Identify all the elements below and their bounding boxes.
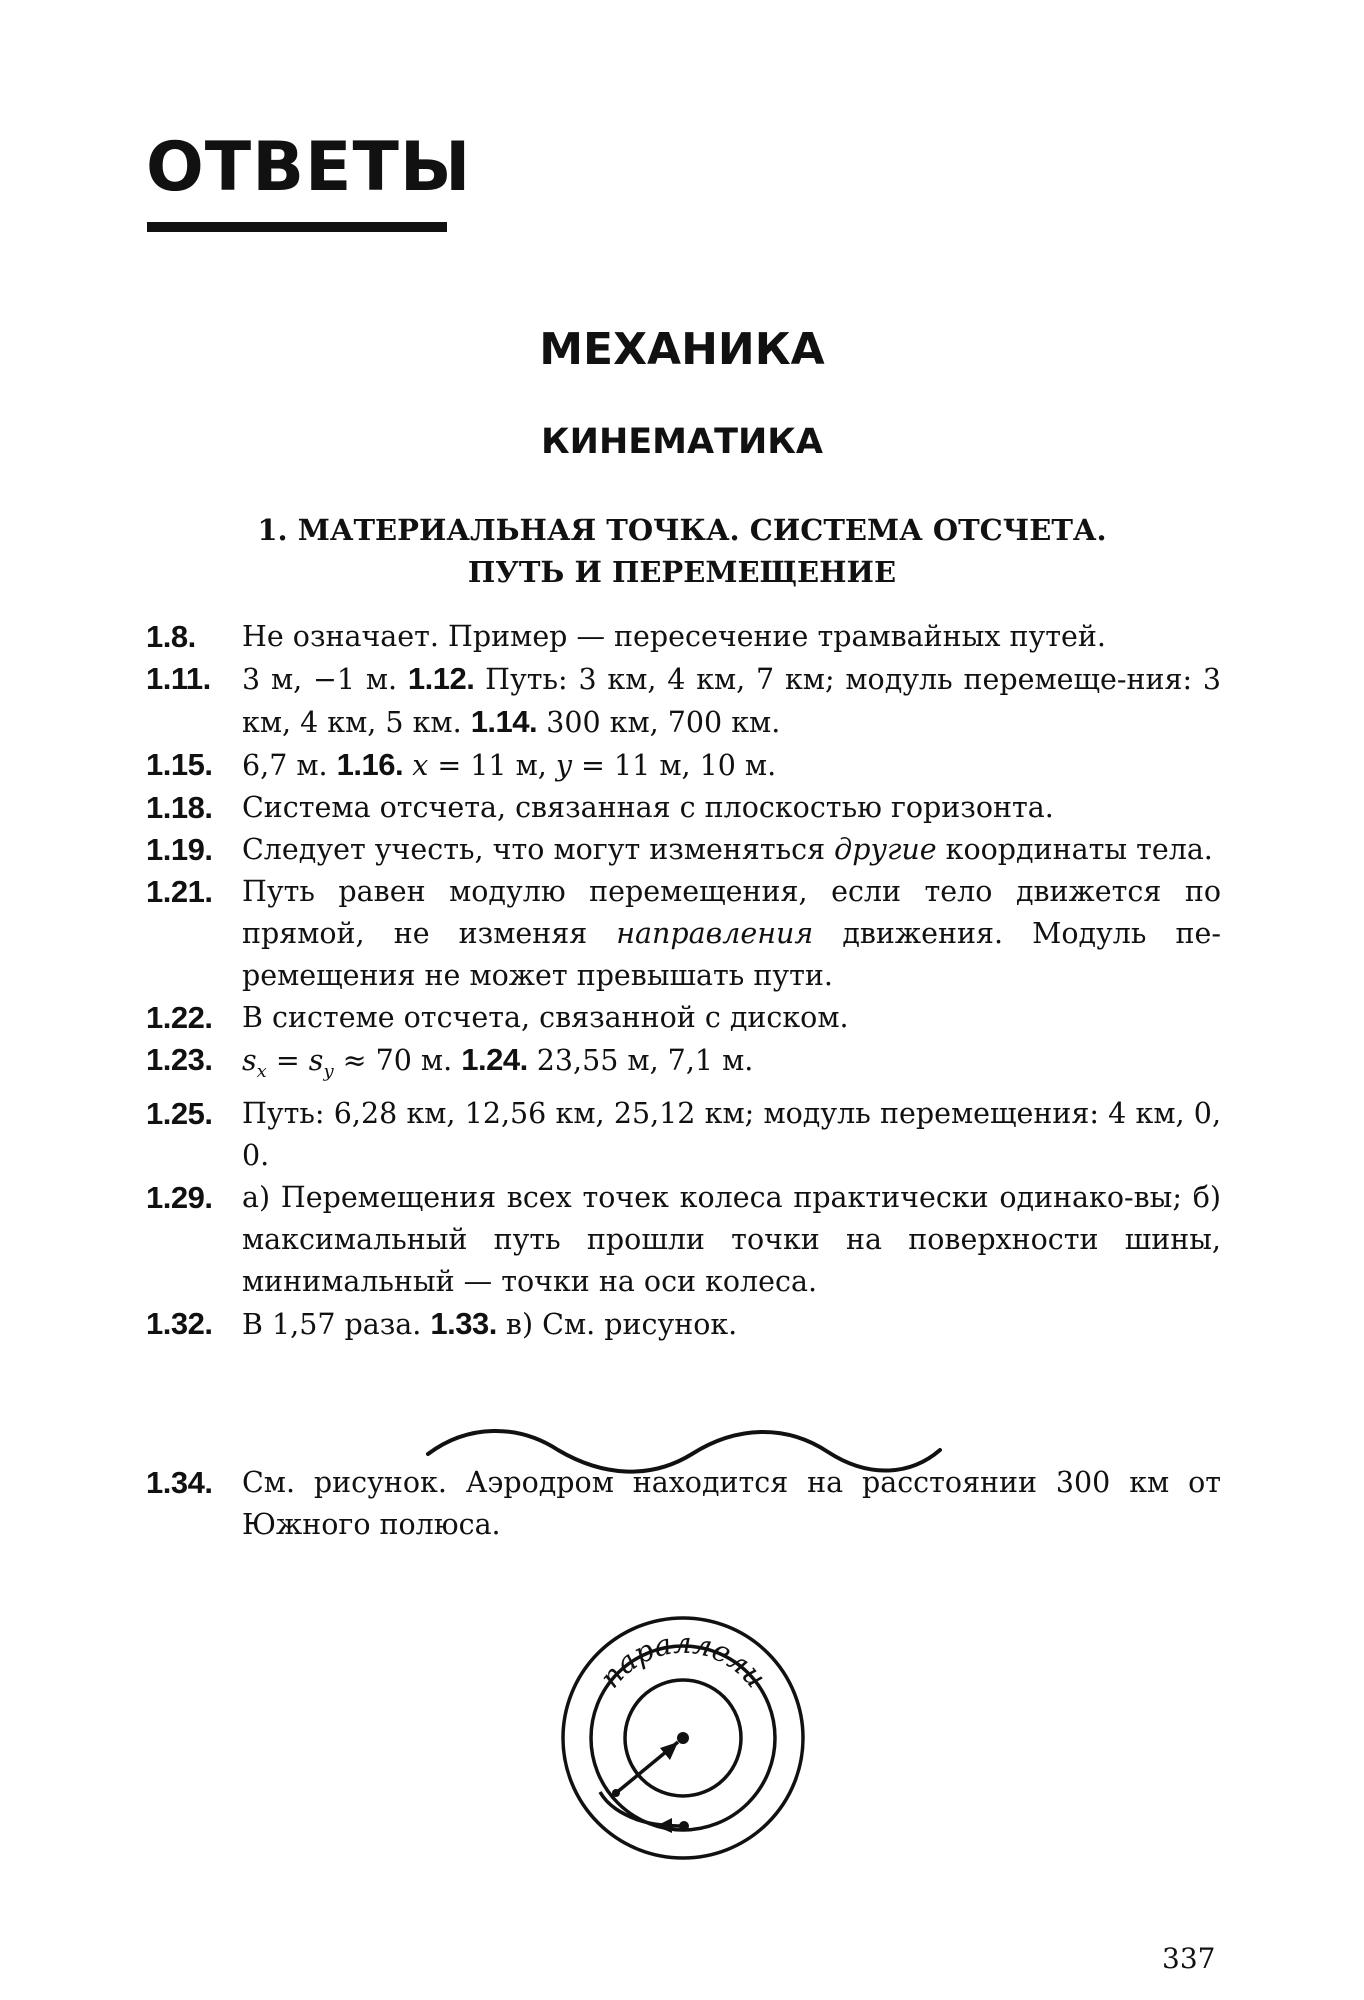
pole-point	[677, 1732, 689, 1744]
answer-text	[242, 1303, 1221, 1346]
math-subscript: x	[256, 1061, 267, 1082]
answer-1-19	[146, 829, 1221, 871]
inline-answer-number: 1.16.	[336, 747, 404, 782]
answer-text	[242, 829, 1221, 871]
math-variable: x	[412, 749, 429, 782]
answer-number: 1.29.	[146, 1180, 213, 1215]
answer-text-part: Следует учесть, что могут изменяться	[242, 833, 835, 866]
answers-list	[146, 616, 1221, 1546]
math-subscript: y	[323, 1061, 334, 1082]
answer-number: 1.34.	[146, 1465, 213, 1500]
math-variable: y	[555, 749, 572, 782]
answer-text: Путь: 6,28 км, 12,56 км, 25,12 км; модуль перемещения: 4 км, 0, 0.	[242, 1097, 1221, 1172]
answer-1-18	[146, 787, 1221, 829]
answer-text-part: 3 м, −1 м.	[242, 663, 408, 696]
answer-number: 1.8.	[146, 619, 196, 654]
answer-text-part: ≈ 70 м.	[333, 1044, 462, 1077]
answer-number: 1.21.	[146, 874, 213, 909]
answer-1-29	[146, 1177, 1221, 1303]
answer-number: 1.23.	[146, 1042, 213, 1077]
inline-answer-number: 1.24.	[461, 1042, 528, 1077]
answer-text: Система отсчета, связанная с плоскостью горизонта.	[242, 791, 1054, 824]
answer-1-8	[146, 616, 1221, 658]
answer-text-part: 300 км, 700 км.	[537, 706, 781, 739]
answer-1-25	[146, 1093, 1221, 1177]
inline-answer-number: 1.14.	[470, 704, 538, 739]
inline-answer-number: 1.12.	[407, 661, 475, 696]
answer-text	[242, 658, 1221, 744]
answer-1-22	[146, 997, 1221, 1039]
answer-1-15	[146, 744, 1221, 787]
chapter-title-line-1: 1. МАТЕРИАЛЬНАЯ ТОЧКА. СИСТЕМА ОТСЧЕТА.	[257, 513, 1107, 547]
answer-text-part: движения. Модуль пе-ремещения не может превышать пути.	[242, 917, 1222, 992]
displacement-arrowhead	[660, 1742, 678, 1760]
parallels-figure	[560, 1614, 810, 1864]
answer-1-21	[146, 871, 1221, 997]
answer-text-part: Путь равен модулю перемещения, если тело движется по прямой, не изменяя	[242, 875, 1221, 950]
answer-text-part: в) См. рисунок.	[496, 1308, 738, 1341]
answer-text: Не означает. Пример — пересечение трамвайных путей.	[242, 620, 1106, 653]
inline-answer-number: 1.33.	[430, 1306, 497, 1341]
answer-text: См. рисунок. Аэродром находится на расстоянии 300 км от Южного полюса.	[242, 1466, 1221, 1541]
answer-text-part: В 1,57 раза.	[242, 1308, 431, 1341]
answer-number: 1.22.	[146, 1000, 213, 1035]
parallels-label-path: параллели	[592, 1625, 774, 1695]
answer-text-part: 6,7 м.	[242, 749, 337, 782]
answer-text	[242, 871, 1221, 997]
answer-number: 1.11.	[146, 661, 211, 696]
math-variable: s	[242, 1044, 257, 1077]
answer-text-part: =	[266, 1044, 309, 1077]
answer-number: 1.15.	[146, 747, 213, 782]
wave-figure	[420, 1410, 950, 1500]
section-subtitle: КИНЕМАТИКА	[541, 422, 823, 462]
answer-text: а) Перемещения всех точек колеса практически одинако-вы; б) максимальный путь прошли точки на поверхности шины, минимальный — точки на оси колеса.	[242, 1181, 1221, 1298]
section-title: МЕХАНИКА	[539, 324, 825, 375]
answer-text-part: Путь: 3 км, 4 км, 7 км; модуль перемеще-ния: 3 км, 4 км, 5 км.	[242, 663, 1221, 739]
title-underline	[147, 222, 447, 232]
start-point	[612, 1789, 620, 1797]
answer-1-32	[146, 1303, 1221, 1346]
answer-text-part: 23,55 м, 7,1 м.	[527, 1044, 754, 1077]
trajectory-curve	[428, 1431, 940, 1472]
answer-text	[242, 744, 1221, 787]
answer-text: В системе отсчета, связанной с диском.	[242, 1001, 849, 1034]
italic-emphasis: направления	[616, 917, 814, 950]
answer-number: 1.32.	[146, 1306, 213, 1341]
chapter-title-line-2: ПУТЬ И ПЕРЕМЕЩЕНИЕ	[467, 555, 897, 589]
page-number: 337	[1162, 1942, 1216, 1975]
answer-text-part: координаты тела.	[936, 833, 1213, 866]
answer-1-11	[146, 658, 1221, 744]
route-arrowhead	[656, 1818, 672, 1833]
page-title: ОТВЕТЫ	[146, 128, 472, 207]
italic-emphasis: другие	[834, 833, 937, 866]
answer-text	[242, 1039, 1221, 1093]
answer-number: 1.25.	[146, 1096, 213, 1131]
answer-1-23	[146, 1039, 1221, 1093]
answer-text-part: = 11 м,	[428, 749, 556, 782]
airfield-point	[679, 1821, 689, 1831]
math-variable: s	[308, 1044, 324, 1077]
answer-number: 1.18.	[146, 790, 213, 825]
answer-text-part: = 11 м, 10 м.	[572, 749, 777, 782]
answer-number: 1.19.	[146, 832, 213, 867]
